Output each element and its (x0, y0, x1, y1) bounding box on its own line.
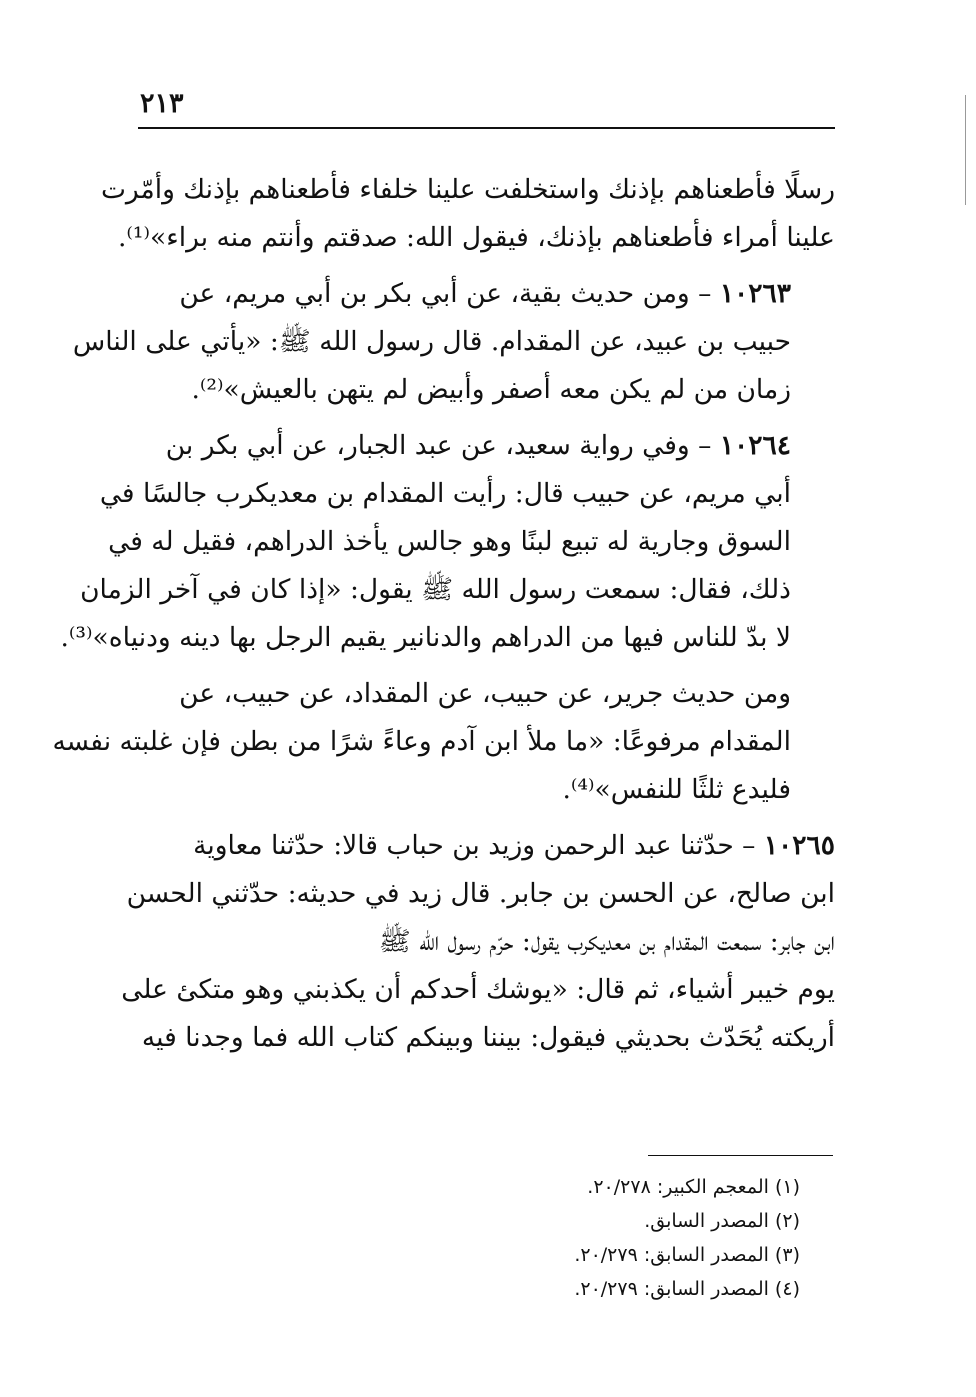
text-line: أريكته يُحَدّث بحديثي فيقول: بيننا وبينكم كتاب الله فما وجدنا فيه (141, 1022, 835, 1053)
text-line: ومن حديث جرير، عن حبيب، عن المقداد، عن حبيب، عن (179, 678, 791, 709)
text-line: ابن صالح، عن الحسن بن جابر. قال زيد في حديثه: حدّثني الحسن (126, 878, 835, 909)
hadith-number: ١٠٢٦٤ (719, 430, 791, 461)
page-edge-mark (965, 95, 966, 205)
text-line: رسلًا فأطعناهم بإذنك واستخلفت علينا خلفاء فأطعناهم بإذنك وأمّرت (100, 174, 835, 205)
text-line: علينا أمراء فأطعناهم بإذنك، فيقول الله: صدقتم وأنتم منه براء»⁽¹⁾. (117, 222, 835, 253)
text-line: – وفي رواية سعيد، عن عبد الجبار، عن أبي بكر بن (165, 430, 720, 461)
text-line: زمان من لم يكن معه أصفر وأبيض لم يتهن بالعيش»⁽²⁾. (191, 374, 791, 405)
hadith-10265 (121, 822, 835, 1062)
text-line: فليدع ثلثًا للنفس»⁽⁴⁾. (562, 774, 791, 805)
narration-jarir (52, 670, 835, 814)
page-number: ٢١٣ (140, 88, 184, 119)
footnotes (380, 1170, 800, 1306)
hadith-number: ١٠٢٦٣ (719, 278, 791, 309)
text-line: أبي مريم، عن حبيب قال: رأيت المقدام بن معديكرب جالسًا في (99, 478, 791, 509)
text-line: حبيب بن عبيد، عن المقدام. قال رسول الله ﷺ: «يأتي على الناس (72, 326, 791, 357)
main-text (52, 166, 835, 1070)
text-line: السوق وجارية له تبيع لبنًا وهو جالس يأخذ الدراهم، فقيل له في (108, 526, 791, 557)
hadith-10264 (60, 422, 835, 662)
header-rule (138, 127, 835, 129)
footnote-1: (١) المعجم الكبير: ٢٠/٢٧٨. (587, 1176, 800, 1198)
text-line: ابن جابر: سمعت المقدام بن معديكرب يقول: حرّم رسول الله ﷺ (378, 926, 835, 957)
text-line: ذلك، فقال: سمعت رسول الله ﷺ يقول: «إذا كان في آخر الزمان (80, 574, 791, 605)
text-line: المقدام مرفوعًا: «ما ملأ ابن آدم وعاءً شرًا من بطن فإن غلبته نفسه (52, 726, 791, 757)
footnote-3: (٣) المصدر السابق: ٢٠/٢٧٩. (574, 1244, 800, 1266)
footnote-2: (٢) المصدر السابق. (644, 1210, 800, 1232)
hadith-10263 (72, 270, 835, 414)
footnote-4: (٤) المصدر السابق: ٢٠/٢٧٩. (574, 1278, 800, 1300)
footnote-rule (648, 1155, 833, 1156)
text-line: لا بدّ للناس فيها من الدراهم والدنانير يقيم الرجل بها دينه ودنياه»⁽³⁾. (60, 622, 791, 653)
paragraph-continuation (100, 166, 835, 262)
text-line: – ومن حديث بقية، عن أبي بكر بن أبي مريم، عن (179, 278, 720, 309)
text-line: – حدّثنا عبد الرحمن وزيد بن حباب قالا: حدّثنا معاوية (193, 830, 764, 861)
text-line: يوم خيبر أشياء، ثم قال: «يوشك أحدكم أن يكذبني وهو متكئ على (121, 974, 835, 1005)
hadith-number: ١٠٢٦٥ (763, 830, 835, 861)
